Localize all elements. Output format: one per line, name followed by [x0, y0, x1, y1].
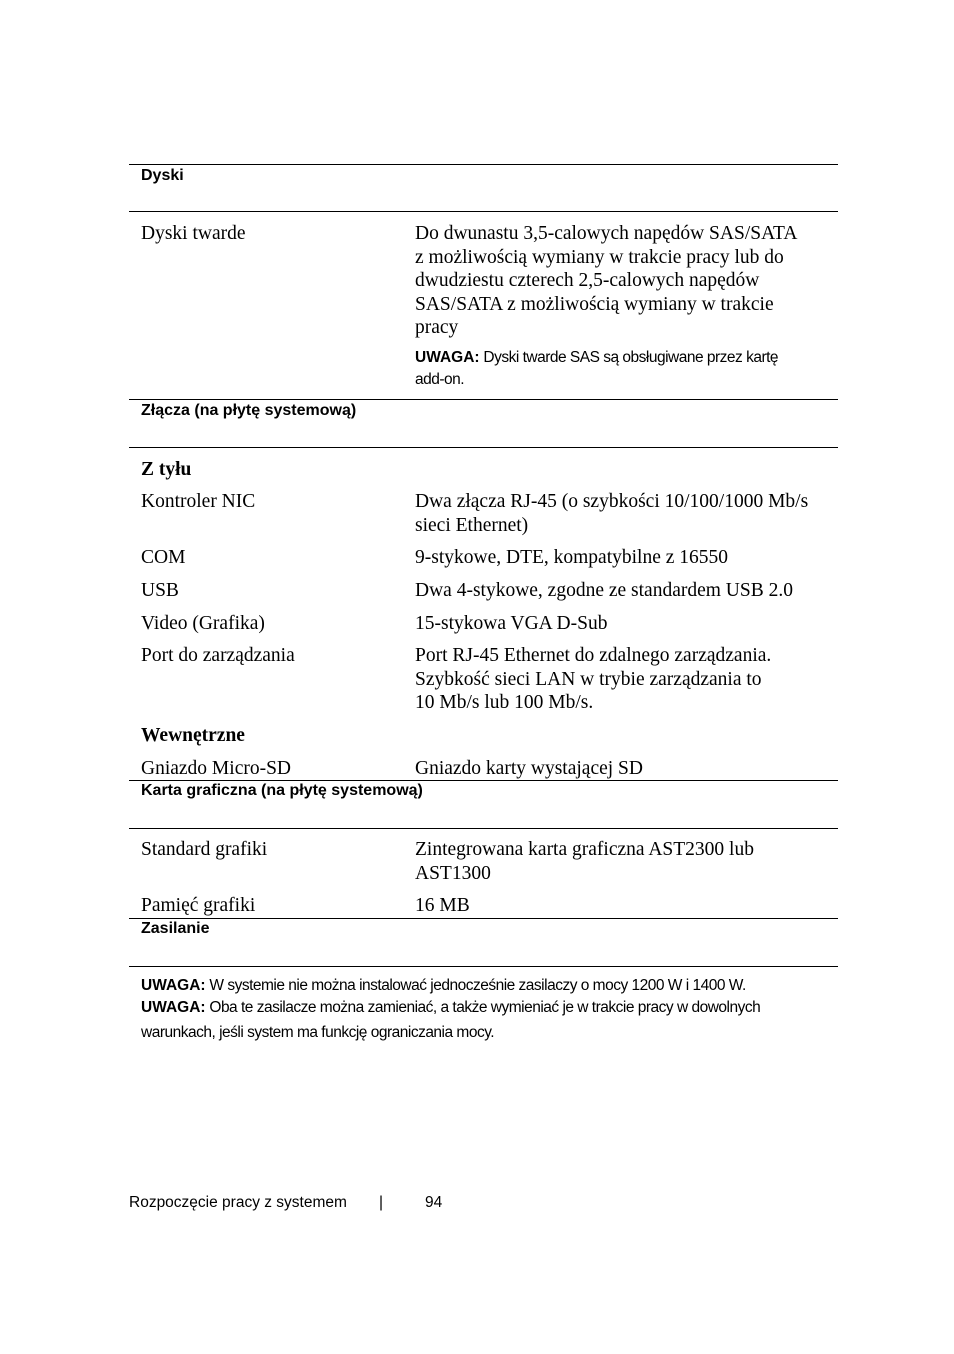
spec-label-graphics-memory: Pamięć grafiki: [141, 895, 256, 916]
rule-top-zasilanie: [129, 918, 838, 919]
spec-value-com: 9-stykowe, DTE, kompatybilne z 16550: [415, 547, 729, 568]
spec-value-graphics-standard: Zintegrowana karta graficzna AST2300 lub AST1300: [415, 839, 754, 884]
spec-label-management-port: Port do zarządzania: [141, 645, 295, 666]
spec-value-management-port: Port RJ-45 Ethernet do zdalnego zarządzania. Szybkość sieci LAN w trybie zarządzania to 10 Mb/s lub 100 Mb/s.: [415, 645, 772, 713]
spec-label-graphics-standard: Standard grafiki: [141, 839, 268, 860]
note-sas-drives: UWAGA: Dyski twarde SAS są obsługiwane przez kartę add-on.: [415, 349, 779, 388]
footer-title: Rozpoczęcie pracy z systemem: [129, 1194, 347, 1211]
rule-dyski-header: [129, 211, 838, 212]
subsection-internal: Wewnętrzne: [141, 725, 245, 746]
subsection-rear: Z tyłu: [141, 459, 192, 480]
spec-value-hard-drives: Do dwunastu 3,5-calowych napędów SAS/SATA z możliwością wymiany w trakcie pracy lub do dwudziestu czterech 2,5-calowych napędów SAS/SATA z możliwością wymiany w trakcie pracy: [415, 223, 798, 338]
spec-label-micro-sd: Gniazdo Micro-SD: [141, 758, 292, 779]
spec-label-hard-drives: Dyski twarde: [141, 223, 246, 244]
spec-label-video: Video (Grafika): [141, 613, 265, 634]
section-title-zasilanie: Zasilanie: [141, 920, 210, 937]
spec-value-graphics-memory: 16 MB: [415, 895, 470, 916]
section-title-grafika: Karta graficzna (na płytę systemową): [141, 782, 423, 799]
footer-page-number: 94: [425, 1194, 443, 1211]
section-title-dyski: Dyski: [141, 167, 184, 184]
spec-value-video: 15-stykowa VGA D-Sub: [415, 613, 608, 634]
note-power-supplies: UWAGA: W systemie nie można instalować jednocześnie zasilaczy o mocy 1200 W i 1400 W. UWAGA: Oba te zasilacze można zamieniać, a także wymieniać je w trakcie pracy w dowolnych warunkach, jeśli system ma funkcję ograniczania mocy.: [141, 977, 761, 1041]
rule-top-zlacza: [129, 399, 838, 400]
rule-zasilanie-header: [129, 966, 838, 967]
footer-separator: |: [379, 1194, 384, 1211]
spec-label-com: COM: [141, 547, 186, 568]
rule-grafika-header: [129, 828, 838, 829]
spec-value-usb: Dwa 4-stykowe, zgodne ze standardem USB 2.0: [415, 580, 793, 601]
rule-zlacza-header: [129, 447, 838, 448]
spec-value-micro-sd: Gniazdo karty wystającej SD: [415, 758, 643, 779]
spec-label-nic: Kontroler NIC: [141, 491, 256, 512]
spec-label-usb: USB: [141, 580, 179, 601]
section-title-zlacza: Złącza (na płytę systemową): [141, 402, 357, 419]
rule-top-dyski: [129, 164, 838, 165]
spec-value-nic: Dwa złącza RJ-45 (o szybkości 10/100/1000 Mb/s sieci Ethernet): [415, 491, 809, 536]
